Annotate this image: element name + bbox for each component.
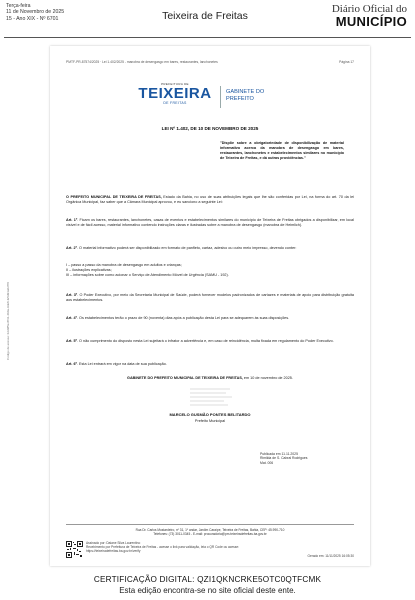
article-4-label: Art. 4º	[66, 316, 77, 320]
preamble-bold: O PREFEITO MUNICIPAL DE TEIXEIRA DE FREITAS,	[66, 195, 162, 199]
article-6	[66, 362, 354, 367]
edition-weekday: Terça-feira	[6, 3, 31, 9]
logo-sub: DE FREITAS	[163, 101, 187, 105]
law-title: LEI Nº 1.402, DE 10 DE NOVEMBRO DE 2025	[161, 126, 259, 131]
document-page	[50, 46, 370, 566]
brand-logo	[332, 4, 407, 28]
article-6-text: . Esta Lei entrará em vigor na data de sua publicação.	[76, 362, 167, 366]
article-4-text: . Os estabelecimentos terão o prazo de 90 (noventa) dias após a publicação desta Lei para se adequarem às suas disposições.	[76, 316, 290, 320]
closing-text: em 10 de novembro de 2025.	[242, 376, 293, 380]
vertical-access-code: Código de acesso: b2d9f5e-8f41-4b0a-9de8-fa5d93a02f70	[6, 281, 10, 360]
article-6-label: Art. 6º	[66, 362, 77, 366]
logo-divider	[220, 86, 221, 108]
signer-name: MARCELO GUSMÃO PONTES BELITARDO	[169, 412, 251, 417]
gabinete-line2: PREFEITO	[226, 96, 254, 102]
article-3-label: Art. 3º	[66, 293, 78, 297]
page-number: Página 17	[339, 60, 354, 64]
footer-divider	[66, 524, 354, 525]
article-4	[66, 316, 354, 321]
header-divider	[4, 37, 411, 38]
validation-note: Recebimento por Prefeitura de Teixeira de Freitas - acesse o link para validação, leia o QR Code ou acesse:	[86, 545, 240, 550]
qr-code-icon[interactable]	[66, 541, 83, 558]
article-5-label: Art. 5º	[66, 339, 77, 343]
closing	[66, 376, 354, 381]
signature-block	[50, 412, 370, 423]
law-summary: "Dispõe sobre a obrigatoriedade de disponibilização de material informativo acerca da manobra de desengasgo em bares, restaurantes, lanchonetes e estabelecimentos similares no município de Teixeira de Freitas, e dá outras providências."	[220, 141, 344, 160]
preamble-text: Estado da Bahia, no uso de suas atribuições legais que lhe são conferidas por Lei, na forma do art. 70 da lei Orgânica Municipal, faz saber que a Câmara Municipal aprovou, e eu sanciono a seguinte Lei:	[66, 195, 354, 205]
city-title: Teixeira de Freitas	[162, 10, 248, 22]
certification-note: Esta edição encontra-se no site oficial deste ente.	[119, 586, 296, 595]
article-5-text: . O não cumprimento do disposto nesta Lei sujeitará o infrator a advertência e, em caso de reincidência, multa fixada em regulamento do Poder Executivo.	[76, 339, 334, 343]
list-item: I – passo a passo da manobra de desengasgo em adultos e crianças;	[66, 263, 182, 267]
generated-at: Gerado em: 11/11/2025 16:05:30	[307, 554, 354, 558]
article-1	[66, 218, 354, 228]
brand-line1: Diário Oficial do	[331, 3, 407, 15]
pub-date: Publicada em 11.11.2025	[260, 452, 298, 456]
article-3-text: . O Poder Executivo, por meio da Secretaria Municipal de Saúde, poderá fornecer modelos padronizados de cartazes e materiais de apoio para distribuição gratuita aos estabelecimentos.	[66, 293, 354, 303]
list-item: III – informações sobre como acionar o Serviço de Atendimento Móvel de Urgência (SAMU - 192).	[66, 273, 229, 278]
edition-info	[6, 3, 64, 22]
contact-line: Telefones: (73) 3011-0345 - E-mail: procuradoria@pm.teixeiradefreitas.ba.gov.br	[153, 532, 267, 537]
publication-info	[260, 452, 308, 465]
validation-link[interactable]: https://teixeiradefreitas.ba.gov.br/verify	[86, 549, 141, 554]
article-2-items	[66, 263, 354, 279]
article-2-label: Art. 2º	[66, 246, 77, 250]
logo-top-text: PREFEITURA DE	[161, 82, 189, 86]
signed-by: Assinado por: Daiane Silva Laurentino	[86, 541, 141, 545]
footer-address	[50, 528, 370, 537]
list-item: II – ilustrações explicativas;	[66, 268, 112, 273]
digital-certification: CERTIFICAÇÃO DIGITAL: QZI1QKNCRKE5OTC0QTFCMK	[93, 575, 322, 584]
article-1-label: Art. 1º	[66, 218, 78, 222]
pub-registration: Mat. 006	[260, 460, 274, 465]
article-2-text: . O material informativo poderá ser disponibilizado em formato de panfleto, cartaz, adesivo ou outro meio impresso, devendo conter:	[76, 246, 297, 250]
signature-info	[86, 541, 239, 554]
signature-stamp-icon	[190, 386, 240, 408]
pub-signer: Rimilda de S. Cabral Rodrigues	[260, 456, 308, 461]
article-3	[66, 293, 354, 303]
preamble	[66, 195, 354, 205]
gabinete-line1: GABINETE DO	[226, 89, 265, 95]
edition-number: 15 - Ano XIX - Nº 6701	[6, 15, 59, 22]
article-1-text: . Ficam os bares, restaurantes, lanchonetes, casas de eventos e estabelecimentos similares do município de Teixeira de Freitas obrigados a disponibilizar, em local visível e de fácil acesso, material informativo contendo instruções claras e ilustradas sobre a manobra de desengasgo (manobra de Heimlich).	[66, 218, 354, 228]
edition-date: 11 de Novembro de 2025	[6, 9, 65, 16]
doc-meta: PMTF-PR-87574/2025 · Lei 1.402/2025 - manobra de desengasgo em bares, restaurantes, lanchonetes	[66, 60, 218, 64]
signer-role: Prefeito Municipal	[194, 419, 226, 423]
gabinete-label	[226, 89, 264, 103]
logo-name: TEIXEIRA	[138, 85, 212, 102]
address-line: Rua Dr. Carlos Mostardeiro, nº 31, 1º andar, Jardim Caraípe, Teixeira de Freitas, Bahia, CEP: 45.990-710	[135, 528, 285, 532]
article-2	[66, 246, 354, 251]
closing-bold: GABINETE DO PREFEITO MUNICIPAL DE TEIXEIRA DE FREITAS,	[127, 376, 243, 380]
article-5	[66, 339, 354, 344]
brand-line2: MUNICÍPIO	[335, 14, 407, 29]
prefeitura-logo	[50, 82, 370, 112]
